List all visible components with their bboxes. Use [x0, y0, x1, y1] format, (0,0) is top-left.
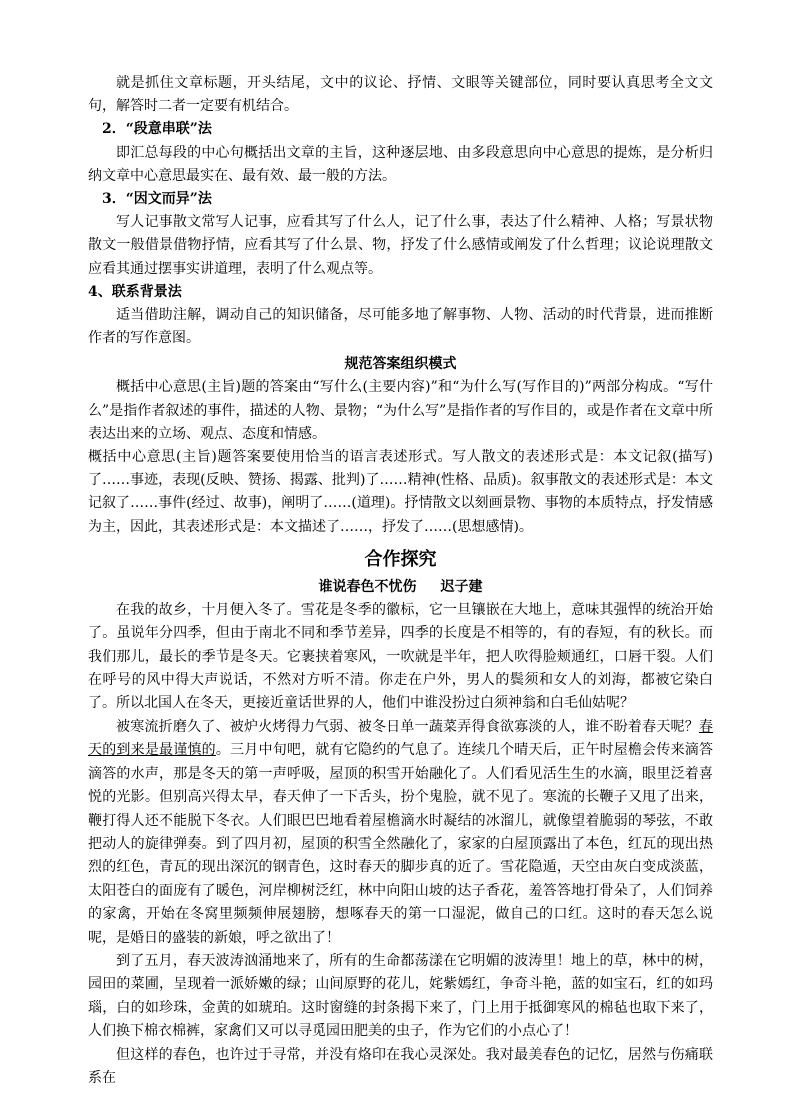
article-paragraph-3: 到了五月，春天波涛汹涌地来了，所有的生命都荡漾在它明媚的波涛里！地上的草，林中的树，园田的菜圃，呈现着一派娇嫩的绿；山间原野的花儿，姹紫嫣红，争奇斗艳，蓝的如宝石，红的如玛瑙，白的如珍珠，金黄的如琥珀。这时窗缝的封条揭下来了，门上用于抵御寒风的棉毡也取下来了，人们换下棉衣棉裤，家禽们又可以寻觅园田肥美的虫子，作为它们的小点心了！ — [88, 952, 713, 1040]
article-paragraph-2-start: 被寒流折磨久了、被炉火烤得力气弱、被冬日单一蔬菜弄得食欲寡淡的人，谁不盼着春天呢？ — [116, 718, 699, 735]
answer-model-paragraph-1: 概括中心意思(主旨)题的答案由“写什么(主要内容)”和“为什么写(写作目的)”两部分构成。“写什么”是指作者叙述的事件，描述的人物、景物；“为什么写”是指作者的写作目的，或是作者在文章中所表达出来的立场、观点、态度和情感。 — [88, 379, 713, 442]
method2-body: 即汇总每段的中心句概括出文章的主旨，这种逐层地、由多段意思向中心意思的提炼，是分析归纳文章中心意思最实在、最有效、最一般的方法。 — [88, 144, 713, 184]
section-title: 合作探究 — [364, 548, 437, 570]
article-title: 谁说春色不忧伤 — [318, 578, 417, 595]
article — [88, 575, 713, 1091]
article-title-line — [88, 575, 713, 599]
article-paragraph-2-rest: 。三月中旬吧，就有它隐约的气息了。连续几个晴天后，正午时屋檐会传来滴答滴答的水声，那是冬天的第一声呼吸，屋顶的积雪开始融化了。人们看见活生生的水滴，眼里泛着喜悦的光影。但别高兴得太早，春天伸了一下舌头，扮个鬼脸，就不见了。寒流的长鞭子又甩了出来，鞭打得人还不能脱下冬衣。人们眼巴巴地看着屋檐滴水时凝结的冰溜儿，就像望着脆弱的琴弦，不敢把动人的旋律弹奏。到了四月初，屋顶的积雪全然融化了，家家的白屋顶露出了本色，红瓦的现出热烈的红色，青瓦的现出深沉的钢青色，这时春天的脚步真的近了。雪花隐遁，天空由灰白变成淡蓝，太阳苍白的面庞有了暖色，河岸柳树泛红，林中向阳山坡的达子香花，羞答答地打骨朵了，人们饲养的家禽，开始在冬窝里频频伸展翅膀，想啄春天的第一口湿泥，做自己的口红。这时的春天怎么说呢，是婚日的盛装的新娘，呼之欲出了！ — [88, 742, 714, 946]
method4-body: 适当借助注解，调动自己的知识储备，尽可能多地了解事物、人物、活动的时代背景，进而推断作者的写作意图。 — [88, 307, 713, 347]
document-page — [88, 72, 713, 1090]
method3-heading: 3．“因文而异”法 — [102, 191, 212, 208]
article-paragraph-4: 但这样的春色，也许过于寻常，并没有烙印在我心灵深处。我对最美春色的记忆，居然与伤痛联系在 — [88, 1046, 713, 1086]
answer-model-paragraph-2: 概括中心意思(主旨)题答案要使用恰当的语言表述形式。写人散文的表述形式是：本文记叙(描写)了……事迹，表现(反映、赞扬、揭露、批判)了……精神(性格、品质)。叙事散文的表述形式是：本文记叙了……事件(经过、故事)，阐明了……(道理)。抒情散文以刻画景物、事物的本质特点，抒发情感为主，因此，其表述形式是：本文描述了……，抒发了……(思想感情)。 — [88, 449, 713, 535]
underlined-sentence: 春天的到来是最谨慎的 — [88, 718, 713, 759]
article-paragraph-2 — [88, 716, 713, 950]
article-paragraph-1: 在我的故乡，十月便入冬了。雪花是冬季的徽标，它一旦镶嵌在大地上，意味其强悍的统治开始了。虽说年分四季，但由于南北不同和季节差异，四季的长度是不相等的，有的春短，有的秋长。而我们那儿，最长的季节是冬天。它裹挟着寒风，一吹就是半年，把人吹得脸颊通红，口唇干裂。人们在呼号的风中得大声说话，不然对方听不清。你走在户外，男人的鬓须和女人的刘海，都被它染白了。所以北国人在冬天，更接近童话世界的人，他们中谁没扮过白须神翁和白毛仙姑呢？ — [88, 601, 713, 712]
answer-model-title: 规范答案组织模式 — [344, 356, 457, 373]
method4-heading: 4、联系背景法 — [88, 283, 182, 300]
method3-body: 写人记事散文常写人记事，应看其写了什么人，记了什么事，表达了什么精神、人格；写景状物散文一般借景借物抒情，应看其写了什么景、物，抒发了什么感情或阐发了什么哲理；议论说理散文应看其通过摆事实讲道理，表明了什么观点等。 — [88, 214, 713, 277]
method2-heading: 2．“段意串联”法 — [102, 121, 212, 138]
article-author: 迟子建 — [440, 578, 483, 595]
intro-tail-paragraph: 就是抓住文章标题，开头结尾，文中的议论、抒情、文眼等关键部位，同时要认真思考全文文句，解答时二者一定要有机结合。 — [88, 75, 713, 115]
